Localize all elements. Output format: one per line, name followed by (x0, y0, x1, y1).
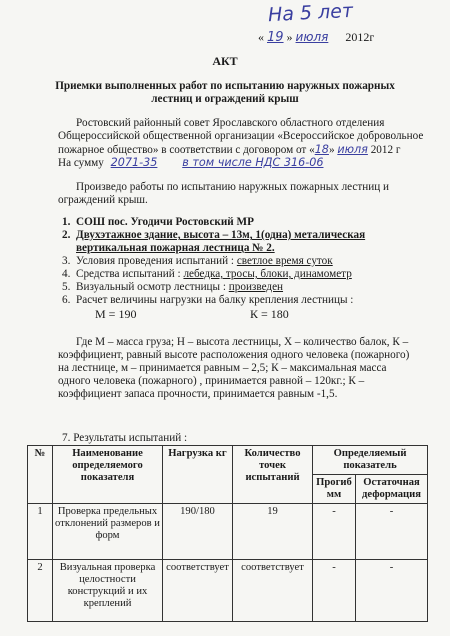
header-deflection: Прогиб мм (313, 475, 356, 504)
list-item-3: 3. Условия проведения испытаний : светлое время суток (62, 255, 333, 267)
intro-line-1: Ростовский районный совет Ярославского областного отделения (76, 117, 385, 129)
list-item-5: 5. Визуальный осмотр лестницы : произведен (62, 281, 284, 293)
row-points: соответствует (233, 560, 313, 622)
row-load: соответствует (163, 560, 233, 622)
handwritten-sum: 2071-35 (110, 156, 158, 169)
header-load: Нагрузка кг (163, 446, 233, 504)
row-name: Визуальная проверка целостности конструкций и их креплений (53, 560, 163, 622)
work-line-2: ограждений крыш. (58, 194, 148, 206)
row-points: 19 (233, 504, 313, 560)
handwritten-sum-note: в том числе НДС 316-06 (182, 156, 324, 169)
row-num: 1 (28, 504, 53, 560)
list-item-2-cont: вертикальная пожарная лестница № 2. (76, 242, 275, 254)
list-item-4: 4. Средства испытаний : лебедка, тросы, блоки, динамометр (62, 268, 352, 280)
page-title: АКТ (212, 54, 238, 68)
handwritten-day: 19 (267, 30, 284, 45)
results-label: 7. Результаты испытаний : (62, 432, 188, 444)
explanation-line-2: коэффициент, равный высоте расположения одного человека (пожарного) (58, 349, 410, 361)
handwritten-contract-month: июля (337, 143, 368, 156)
intro-line-4: На сумму 2071-35 в том числе НДС 316-06 (58, 156, 324, 169)
list-item-1: 1. СОШ пос. Угодичи Ростовский МР (62, 216, 254, 228)
header-num: № (28, 446, 53, 504)
results-table (27, 445, 428, 622)
explanation-line-5: коэффициент запаса прочности, принимается равным -1,5. (58, 388, 338, 400)
row-deflection: - (313, 560, 356, 622)
explanation-line-3: на лестнице, м – принимается равным – 2,5; К – максимальная масса (58, 362, 387, 374)
work-line-1: Произведо работы по испытанию наружных пожарных лестниц и (76, 181, 390, 193)
table-row (28, 504, 428, 560)
subtitle-line-2: лестниц и ограждений крыш (151, 93, 299, 105)
subtitle-line-1: Приемки выполненных работ по испытанию наружных пожарных (55, 80, 395, 92)
row-load: 190/180 (163, 504, 233, 560)
header-name: Наименование определяемого показателя (53, 446, 163, 504)
header-residual: Остаточная деформация (356, 475, 428, 504)
intro-line-2: Общероссийской общественной организации «Всероссийское добровольное (58, 130, 424, 142)
row-residual: - (356, 560, 428, 622)
handwritten-month: июля (295, 30, 329, 44)
row-name: Проверка предельных отклонений размеров и форм (53, 504, 163, 560)
list-item-2: 2. Двухэтажное здание, высота – 13м, 1(одна) металическая (62, 229, 366, 241)
formula-k: К = 180 (250, 307, 289, 321)
list-item-6: 6. Расчет величины нагрузки на балку крепления лестницы : (62, 294, 354, 306)
row-deflection: - (313, 504, 356, 560)
explanation-line-4: одного человека (пожарного) , принимается равной – 120кг.; К – (58, 375, 365, 387)
handwritten-contract-day: 18 (314, 143, 329, 156)
header-points: Количество точек испытаний (233, 446, 313, 504)
row-num: 2 (28, 560, 53, 622)
explanation-line-1: Где М – масса груза; Н – высота лестницы, Х – количество балок, К – (76, 336, 409, 348)
table-header-row (28, 446, 428, 475)
header-defined: Определяемый показатель (313, 446, 428, 475)
intro-line-3: пожарное общество» в соответствии с договором от «18» июля 2012 г (58, 143, 401, 156)
table-row (28, 560, 428, 622)
formula-m: М = 190 (95, 307, 137, 321)
row-residual: - (356, 504, 428, 560)
handwritten-note: На 5 лет (267, 0, 354, 27)
act-date: « 19 » июля 2012г (258, 30, 375, 45)
